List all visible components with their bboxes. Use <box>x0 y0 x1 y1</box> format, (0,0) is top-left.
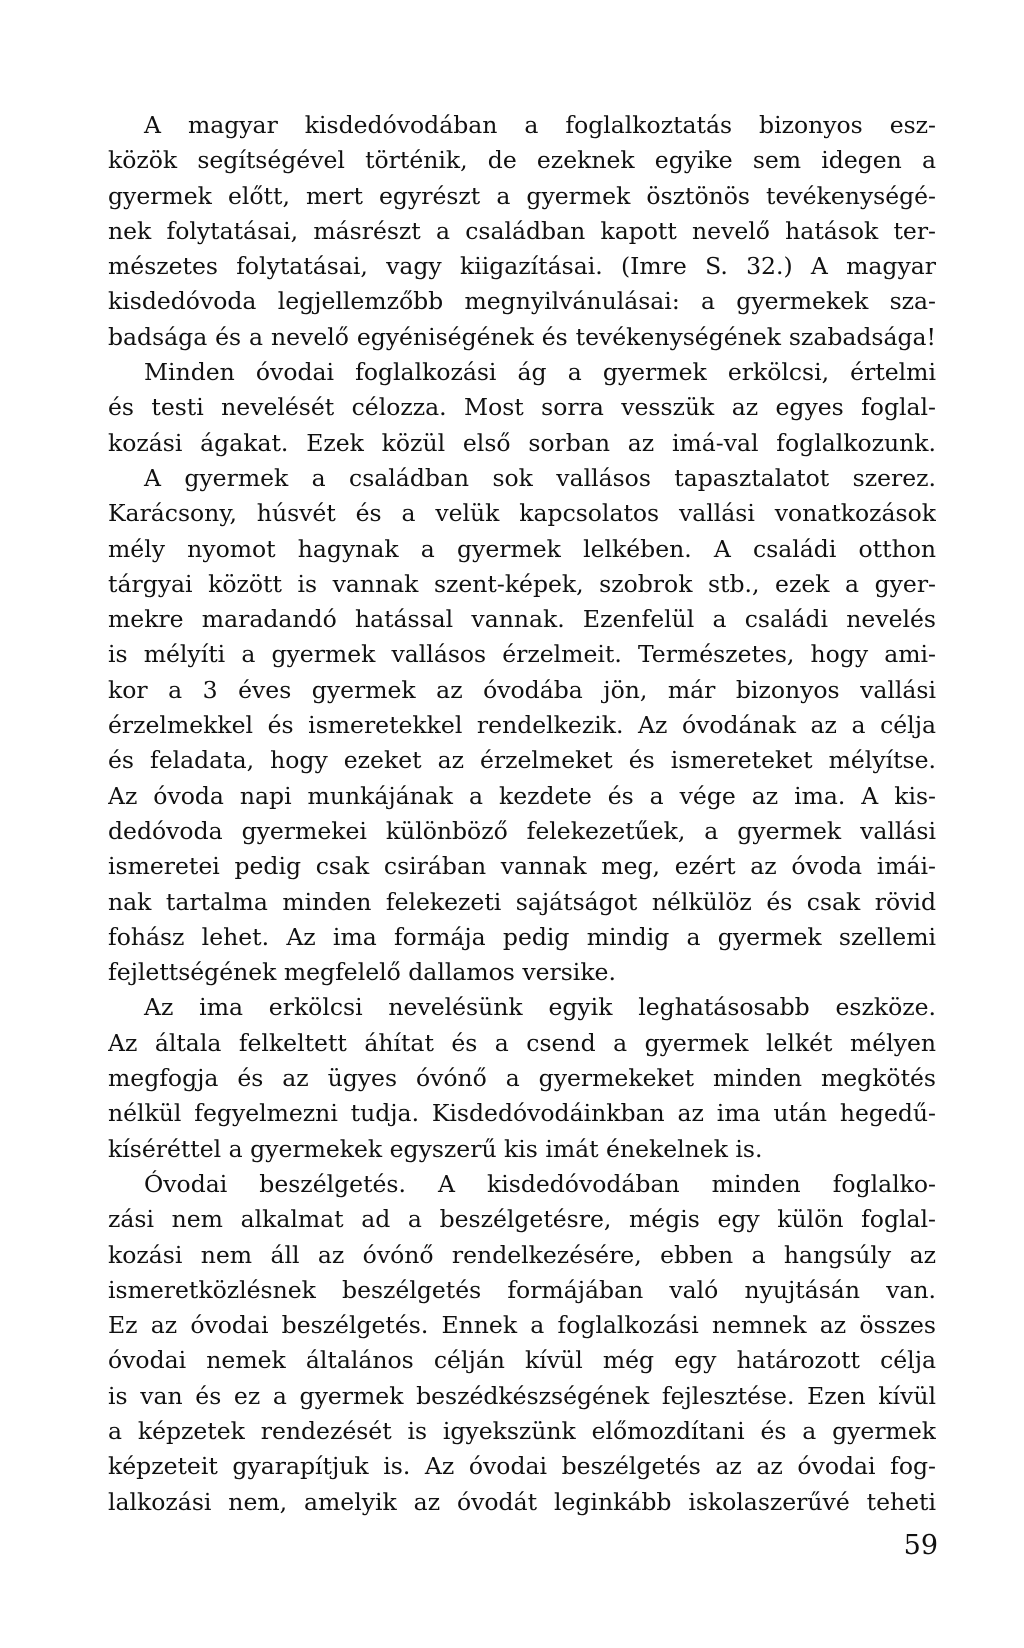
text-line: dedóvoda gyermekei különböző felekezetűek, a gyermek vallási <box>108 816 936 845</box>
text-line: ismeretközlésnek beszélgetés formájában való nyujtásán van. <box>108 1275 936 1304</box>
text-line: megfogja és az ügyes óvónő a gyermekeket minden megkötés <box>108 1064 936 1093</box>
text-line: nek folytatásai, másrészt a családban kapott nevelő hatások ter- <box>108 216 936 245</box>
text-line: kíséréttel a gyermekek egyszerű kis imát énekelnek is. <box>108 1134 763 1163</box>
text-line: Ez az óvodai beszélgetés. Ennek a foglalkozási nemnek az összes <box>108 1311 936 1340</box>
text-line: lalkozási nem, amelyik az óvodát leginkább iskolaszerűvé teheti <box>108 1487 936 1516</box>
text-line: és feladata, hogy ezeket az érzelmeket és ismereteket mélyítse. <box>108 746 936 775</box>
body-text <box>108 108 936 1520</box>
text-line: ismeretei pedig csak csirában vannak meg, ezért az óvoda imái- <box>108 852 936 881</box>
text-line: fejlettségének megfelelő dallamos versike. <box>108 958 616 987</box>
page-number: 59 <box>903 1530 938 1561</box>
text-line: mély nyomot hagynak a gyermek lelkében. A családi otthon <box>108 534 936 563</box>
text-line: a képzetek rendezését is igyekszünk előmozdítani és a gyermek <box>108 1416 936 1445</box>
text-line: Az általa felkeltett áhítat és a csend a gyermek lelkét mélyen <box>108 1028 936 1057</box>
text-line: Minden óvodai foglalkozási ág a gyermek erkölcsi, értelmi <box>144 358 936 387</box>
text-line: nélkül fegyelmezni tudja. Kisdedóvodáinkban az ima után hegedű- <box>108 1099 936 1128</box>
text-line: Óvodai beszélgetés. A kisdedóvodában minden foglalko- <box>144 1169 936 1198</box>
text-line: óvodai nemek általános célján kívül még egy határozott célja <box>108 1346 936 1375</box>
text-line: Karácsony, húsvét és a velük kapcsolatos vallási vonatkozások <box>108 499 936 528</box>
text-line: badsága és a nevelő egyéniségének és tevékenységének szabadsága! <box>108 322 936 351</box>
text-line: A gyermek a családban sok vallásos tapasztalatot szerez. <box>144 463 936 492</box>
text-line: képzeteit gyarapítjuk is. Az óvodai beszélgetés az az óvodai fog- <box>108 1452 936 1481</box>
text-line: érzelmekkel és ismeretekkel rendelkezik. Az óvodának az a célja <box>108 711 936 740</box>
text-line: is mélyíti a gyermek vallásos érzelmeit. Természetes, hogy ami- <box>108 640 936 669</box>
text-line: kozási ágakat. Ezek közül első sorban az imá-val foglalkozunk. <box>108 428 936 457</box>
text-line: Az ima erkölcsi nevelésünk egyik leghatásosabb eszköze. <box>144 993 936 1022</box>
text-line: is van és ez a gyermek beszédkészségének fejlesztése. Ezen kívül <box>108 1381 936 1410</box>
text-line: és testi nevelését célozza. Most sorra vesszük az egyes foglal- <box>108 393 936 422</box>
text-line: kozási nem áll az óvónő rendelkezésére, ebben a hangsúly az <box>108 1240 936 1269</box>
text-line: kor a 3 éves gyermek az óvodába jön, már bizonyos vallási <box>108 675 936 704</box>
text-line: mekre maradandó hatással vannak. Ezenfelül a családi nevelés <box>108 605 936 634</box>
text-line: tárgyai között is vannak szent-képek, szobrok stb., ezek a gyer- <box>108 569 936 598</box>
text-line: nak tartalma minden felekezeti sajátságot nélkülöz és csak rövid <box>108 887 936 916</box>
text-line: közök segítségével történik, de ezeknek egyike sem idegen a <box>108 146 936 175</box>
text-line: fohász lehet. Az ima formája pedig mindig a gyermek szellemi <box>108 922 936 951</box>
text-line: zási nem alkalmat ad a beszélgetésre, mégis egy külön foglal- <box>108 1205 936 1234</box>
text-line: mészetes folytatásai, vagy kiigazításai. (Imre S. 32.) A magyar <box>108 252 936 281</box>
text-line: Az óvoda napi munkájának a kezdete és a vége az ima. A kis- <box>108 781 936 810</box>
text-line: A magyar kisdedóvodában a foglalkoztatás bizonyos esz- <box>144 111 936 139</box>
text-line: gyermek előtt, mert egyrészt a gyermek ösztönös tevékenységé- <box>108 181 936 210</box>
text-line: kisdedóvoda legjellemzőbb megnyilvánulásai: a gyermekek sza- <box>108 287 936 316</box>
